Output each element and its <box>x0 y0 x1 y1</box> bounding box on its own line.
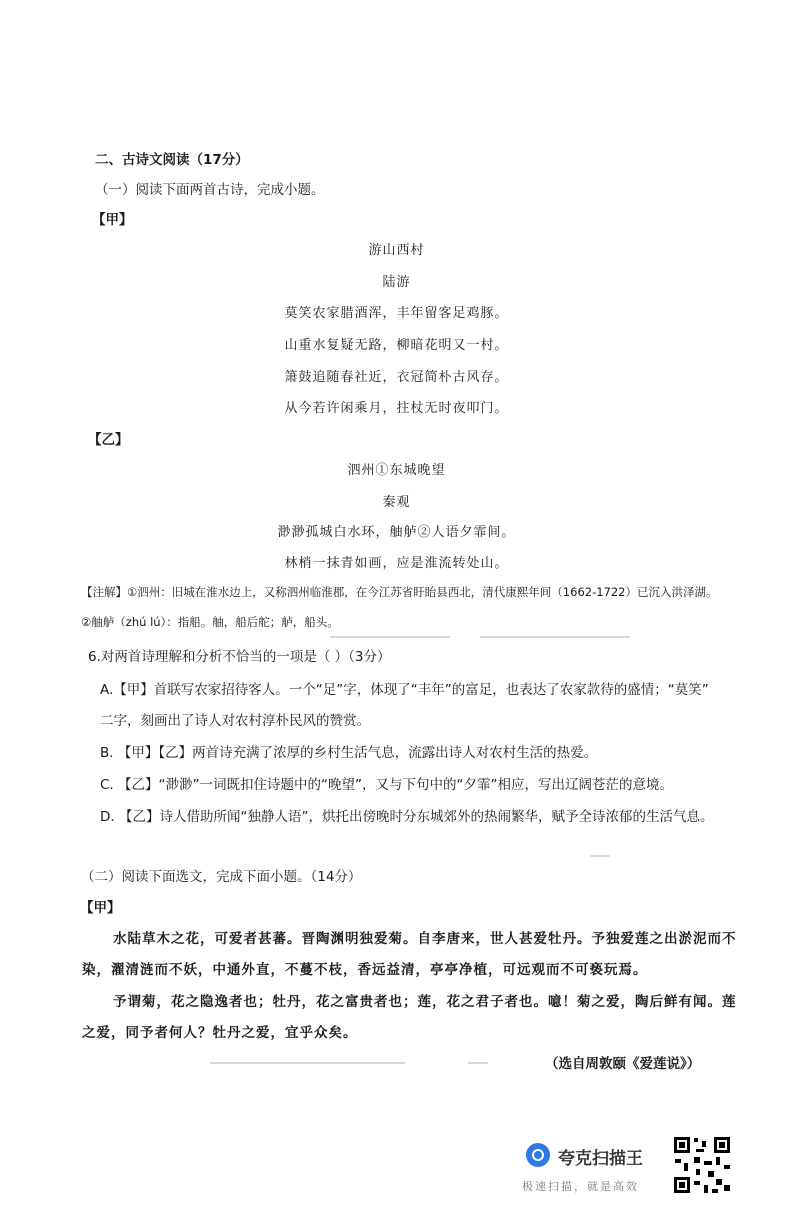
poem-b-title: 泗州①东城晚望 <box>347 463 446 478</box>
prose-line: 予谓菊，花之隐逸者也；牡丹，花之富贵者也；莲，花之君子者也。噫！菊之爱，陶后鲜有闻。莲 <box>113 994 737 1010</box>
poem-b-label: 【乙】 <box>88 432 129 448</box>
part2-heading: （二）阅读下面选文，完成下面小题。（14分） <box>81 869 362 885</box>
poem-b-author: 秦观 <box>382 495 411 510</box>
poem-a-line: 莫笑农家腊酒浑，丰年留客足鸡豚。 <box>284 306 509 321</box>
part1-heading: （一）阅读下面两首古诗，完成小题。 <box>95 182 325 198</box>
poem-a-line: 从今若许闲乘月，拄杖无时夜叩门。 <box>284 401 509 416</box>
prose-line: 水陆草木之花，可爱者甚蕃。晋陶渊明独爱菊。自李唐来，世人甚爱牡丹。予独爱莲之出淤泥而不 <box>113 931 737 947</box>
watermark-brand: 夸克扫描王 <box>558 1149 643 1169</box>
poem-a-label: 【甲】 <box>92 212 133 228</box>
quark-logo-icon <box>526 1143 550 1167</box>
poem-a-title: 游山西村 <box>368 243 425 258</box>
poem-b-line: 渺渺孤城白水环，舳舻②人语夕霏间。 <box>277 525 516 540</box>
watermark-slogan: 极速扫描，就是高效 <box>522 1180 639 1193</box>
prose-line: 染，濯清涟而不妖，中通外直，不蔓不枝，香远益清，亭亭净植，可远观而不可亵玩焉。 <box>82 962 648 978</box>
poem-a-author: 陆游 <box>382 275 411 290</box>
scan-smudge <box>210 1062 405 1064</box>
option-d: D. 【乙】诗人借助所闻“独静人语”，烘托出傍晚时分东城郊外的热闹繁华，赋予全诗浓郁的生活气息。 <box>100 809 714 825</box>
option-a-line: A.【甲】首联写农家招待客人。一个“足”字，体现了“丰年”的富足，也表达了农家款待的盛情；“莫笑” <box>100 682 709 698</box>
prose-source: （选自周敦颐《爱莲说》） <box>545 1056 701 1072</box>
option-c: C. 【乙】“渺渺”一词既扣住诗题中的“晚望”，又与下句中的“夕霏”相应，写出辽阔苍茫的意境。 <box>100 777 673 793</box>
question-6-stem: 6.对两首诗理解和分析不恰当的一项是（ ）（3分） <box>88 649 391 665</box>
annotation-note: 【注解】①泗州：旧城在淮水边上，又称泗州临淮郡，在今江苏省盱眙县西北，清代康熙年间（1662-1722）已沉入洪泽湖。 <box>81 585 718 599</box>
scan-smudge <box>590 855 610 857</box>
prose-a-label: 【甲】 <box>80 900 121 916</box>
scan-smudge <box>330 636 450 638</box>
annotation-note: ②舳舻（zhú lú）：指船。舳，船后舵；舻，船头。 <box>81 615 339 629</box>
prose-line: 之爱，同予者何人？牡丹之爱，宜乎众矣。 <box>82 1025 358 1041</box>
section-title: 二、古诗文阅读（17分） <box>95 152 249 168</box>
qr-code-icon <box>672 1135 732 1195</box>
poem-b-line: 林梢一抹青如画，应是淮流转处山。 <box>284 556 509 571</box>
poem-a-line: 山重水复疑无路，柳暗花明又一村。 <box>284 338 509 353</box>
option-b: B. 【甲】【乙】两首诗充满了浓厚的乡村生活气息，流露出诗人对农村生活的热爱。 <box>100 745 598 761</box>
scan-smudge <box>468 1062 488 1064</box>
option-a-line: 二字，刻画出了诗人对农村淳朴民风的赞赏。 <box>100 713 370 729</box>
poem-a-line: 箫鼓追随春社近，衣冠简朴古风存。 <box>284 370 509 385</box>
scan-smudge <box>480 636 630 638</box>
